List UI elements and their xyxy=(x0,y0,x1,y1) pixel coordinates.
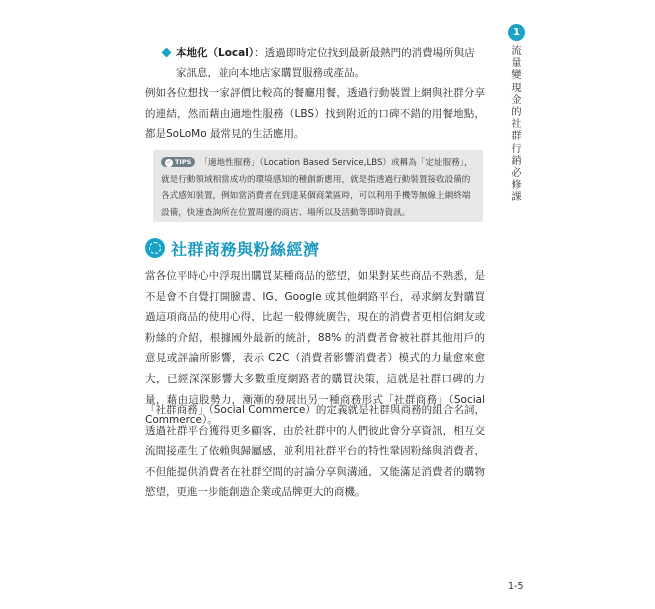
paragraph-social-commerce-definition: 「社群商務」（Social Commerce）的定義就是社群與商務的組合名詞，透過社群平台獲得更多顧客，由於社群中的人們彼此會分享資訊，相互交流間接產生了依賴與歸屬感，並利用社群平台的特性鞏固粉絲與消費者，不但能提供消費者在社群空間的討論分享與溝通，又能滿足消費者的購物慾望，更進一步能創造企業或品牌更大的商機。 xyxy=(145,404,485,499)
tips-badge xyxy=(161,157,195,167)
bullet-term: 本地化（Local） xyxy=(176,47,255,59)
section-title: 社群商務與粉絲經濟 xyxy=(171,239,320,259)
bullet-description: ：透過即時定位找到最新最熱門的消費場所與店家訊息，並向本地店家購買服務或產品。 xyxy=(176,47,475,79)
paragraph-solomo-example: 例如各位想找一家評價比較高的餐廳用餐，透過行動裝置上網與社群分享的連結，然而藉由適地性服務（LBS）找到附近的口碑不錯的用餐地點，都是SoLoMo 最常見的生活應用。 xyxy=(145,87,485,141)
check-icon: ✓ xyxy=(166,159,172,166)
bullet-text-block xyxy=(176,43,485,83)
bullet-item-local xyxy=(163,43,485,83)
section-gear-icon xyxy=(145,238,165,258)
chapter-side-title: 流量變現金的社群行銷必修課 xyxy=(511,46,522,204)
page-number: 1-5 xyxy=(508,581,524,592)
tips-badge-label: TIPS xyxy=(175,158,192,166)
diamond-bullet-icon xyxy=(162,48,172,58)
tips-text: 「適地性服務」（Location Based Service,LBS）或稱為「定址服務」，就是行動領域相當成功的環境感知的種創新應用，就是指透過行動裝置接收設備的各式感知裝置，例如當消費者在到達某個商業區時，可以利用手機等無線上網終端設備，快速查詢所在位置周邊的商店、場所以及活動等即時資訊。 xyxy=(161,158,473,218)
tips-box xyxy=(153,150,483,222)
paragraph-social-commerce-intro: 當各位平時心中浮現出購買某種商品的慾望，如果對某些商品不熟悉，是不是會不自覺打開臉書、IG、Google 或其他網路平台，尋求網友對購買過這項商品的使用心得，比起一般傳統廣告，現在的消費者更相信網友或粉絲的介紹，根據國外最新的統計，88% 的消費者會被社群其他用戶的意見或評論所影響，表示 C2C（消費者影響消費者）模式的力量愈來愈大，已經深深影響大多數重度網路者的購買決策，這就是社群口碑的力量，藉由這股勢力，漸漸的發展出另一種商務形式「社群商務」（Social Commerce）。 xyxy=(145,270,485,427)
section-heading xyxy=(145,234,320,262)
chapter-number-badge: 1 xyxy=(508,24,525,41)
